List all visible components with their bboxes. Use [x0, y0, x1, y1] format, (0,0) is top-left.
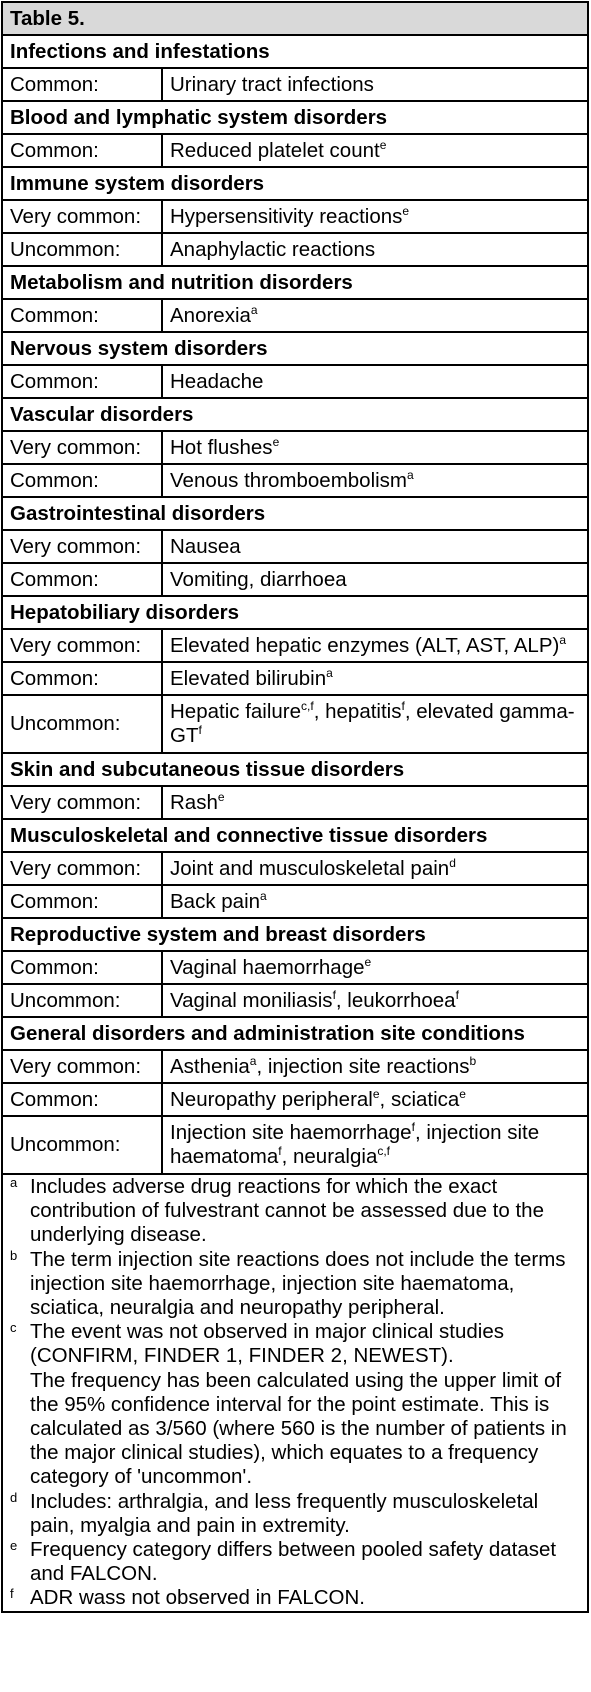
- footnote-ref: c,f: [301, 699, 314, 713]
- footnote-mark: f: [10, 1586, 14, 1602]
- footnote-text: The term injection site reactions does not include the terms injection site haemorrhage, injection site haematoma, sciatica, neuralgia and neuropathy peripheral.: [30, 1247, 566, 1320]
- table-row: [2, 1050, 588, 1083]
- reaction-cell: [162, 695, 588, 753]
- footnotes-row: [2, 1174, 588, 1612]
- table-row: [2, 134, 588, 167]
- footnote-ref: e: [459, 1086, 466, 1101]
- footnote-ref: e: [217, 789, 225, 804]
- footnote-text: ADR wass not observed in FALCON.: [30, 1586, 365, 1610]
- category-row: [2, 1017, 588, 1050]
- reaction-cell: [162, 68, 588, 101]
- category-heading: Musculoskeletal and connective tissue disorders: [2, 819, 588, 852]
- reaction-text: Hepatic failure: [170, 700, 302, 723]
- table-row: [2, 695, 588, 753]
- category-heading: Skin and subcutaneous tissue disorders: [2, 753, 588, 786]
- footnote: [10, 1586, 580, 1610]
- frequency-cell: Common:: [2, 299, 162, 332]
- table-row: [2, 951, 588, 984]
- frequency-cell: Uncommon:: [2, 984, 162, 1017]
- footnote-ref: d: [449, 855, 456, 870]
- category-row: [2, 167, 588, 200]
- footnote: [10, 1490, 580, 1538]
- frequency-cell: Very common:: [2, 431, 162, 464]
- footnote-ref: e: [379, 137, 387, 152]
- reaction-text: Hot flushes: [170, 435, 273, 459]
- reaction-cell: [162, 1083, 588, 1116]
- frequency-cell: Common:: [2, 464, 162, 497]
- adverse-reactions-table: [1, 1, 589, 1613]
- table-row: [2, 563, 588, 596]
- reaction-text: Asthenia: [170, 1054, 250, 1078]
- category-row: [2, 35, 588, 68]
- footnote: [10, 1175, 580, 1248]
- category-row: [2, 918, 588, 951]
- reaction-cell: [162, 464, 588, 497]
- reaction-cell: [162, 786, 588, 819]
- category-row: [2, 398, 588, 431]
- reaction-cell: [162, 431, 588, 464]
- footnote-ref: f: [332, 987, 336, 1002]
- footnote-ref: f: [198, 723, 202, 737]
- reaction-text: Elevated bilirubin: [170, 666, 327, 690]
- footnote-mark: a: [10, 1175, 18, 1190]
- reaction-cell: [162, 365, 588, 398]
- category-row: [2, 819, 588, 852]
- reaction-cell: [162, 233, 588, 266]
- table-row: [2, 365, 588, 398]
- reaction-cell: [162, 530, 588, 563]
- frequency-cell: Common:: [2, 134, 162, 167]
- category-row: [2, 266, 588, 299]
- footnote-ref: e: [364, 954, 372, 969]
- table-row: [2, 464, 588, 497]
- footnote-ref: c,f: [377, 1144, 391, 1158]
- reaction-text: Reduced platelet count: [170, 138, 380, 162]
- footnote-mark: c: [10, 1320, 17, 1336]
- footnote-ref: e: [402, 203, 410, 218]
- frequency-cell: Very common:: [2, 629, 162, 662]
- reaction-text: , leukorrhoea: [335, 988, 456, 1012]
- category-row: [2, 596, 588, 629]
- frequency-cell: Uncommon:: [2, 233, 162, 266]
- footnote-text: Includes adverse drug reactions for which the exact contribution of fulvestrant cannot be assessed due to the underlying disease.: [30, 1175, 544, 1247]
- footnote-ref: a: [407, 467, 414, 482]
- reaction-text: , elevated gamma-GT: [170, 700, 575, 747]
- table-row: [2, 530, 588, 563]
- reaction-text: Headache: [170, 369, 264, 393]
- reaction-cell: [162, 852, 588, 885]
- footnote-ref: a: [260, 888, 267, 903]
- frequency-cell: Common:: [2, 662, 162, 695]
- frequency-cell: Common:: [2, 68, 162, 101]
- footnote-ref: e: [372, 1086, 380, 1101]
- footnote-ref: f: [411, 1120, 415, 1134]
- frequency-cell: Uncommon:: [2, 695, 162, 753]
- reaction-text: Vomiting, diarrhoea: [170, 567, 347, 591]
- footnote-text: Frequency category differs between pooled safety dataset and FALCON.: [30, 1538, 557, 1586]
- category-heading: Infections and infestations: [2, 35, 588, 68]
- reaction-text: Vaginal moniliasis: [170, 988, 333, 1012]
- footnote-mark: b: [10, 1247, 18, 1263]
- footnote: [10, 1248, 580, 1321]
- table-row: [2, 233, 588, 266]
- frequency-cell: Very common:: [2, 200, 162, 233]
- reaction-text: Anaphylactic reactions: [170, 237, 376, 261]
- reaction-text: , hepatitis: [313, 700, 402, 723]
- category-row: [2, 101, 588, 134]
- table-row: [2, 984, 588, 1017]
- table-row: [2, 885, 588, 918]
- table-row: [2, 431, 588, 464]
- footnotes: [2, 1174, 588, 1612]
- reaction-text: Injection site haemorrhage: [170, 1121, 412, 1144]
- footnote-text: The event was not observed in major clinical studies (CONFIRM, FINDER 1, FINDER 2, NEWEST).: [30, 1320, 505, 1368]
- table-row: [2, 68, 588, 101]
- reaction-cell: [162, 1116, 588, 1174]
- reaction-text: Hypersensitivity reactions: [170, 204, 403, 228]
- reaction-text: , neuralgia: [281, 1145, 378, 1168]
- reaction-cell: [162, 563, 588, 596]
- reaction-text: Anorexia: [170, 303, 251, 327]
- reaction-text: Urinary tract infections: [170, 72, 374, 96]
- category-row: [2, 332, 588, 365]
- frequency-cell: Common:: [2, 365, 162, 398]
- category-heading: Immune system disorders: [2, 167, 588, 200]
- frequency-cell: Uncommon:: [2, 1116, 162, 1174]
- frequency-cell: Common:: [2, 563, 162, 596]
- footnote: [10, 1538, 580, 1586]
- reaction-text: Nausea: [170, 534, 241, 558]
- footnote-text: The frequency has been calculated using the upper limit of the 95% confidence interval for the point estimate. This is calculated as 3/560 (where 560 is the number of patients in the major clinical studies), which equates to a frequency category of 'uncommon'.: [30, 1368, 567, 1489]
- table-row: [2, 200, 588, 233]
- category-heading: Metabolism and nutrition disorders: [2, 266, 588, 299]
- footnote-mark: e: [10, 1538, 18, 1554]
- reaction-cell: [162, 200, 588, 233]
- reaction-text: Rash: [170, 790, 218, 814]
- reaction-text: Joint and musculoskeletal pain: [170, 856, 450, 880]
- reaction-cell: [162, 629, 588, 662]
- frequency-cell: Very common:: [2, 786, 162, 819]
- reaction-text: Elevated hepatic enzymes (ALT, AST, ALP): [170, 633, 560, 657]
- reaction-text: Venous thromboembolism: [170, 468, 408, 492]
- footnote-ref: f: [455, 987, 459, 1002]
- reaction-text: Neuropathy peripheral: [170, 1087, 373, 1111]
- footnote-text: Includes: arthralgia, and less frequently musculoskeletal pain, myalgia and pain in extremity.: [30, 1489, 539, 1537]
- frequency-cell: Very common:: [2, 1050, 162, 1083]
- category-row: [2, 753, 588, 786]
- reaction-cell: [162, 299, 588, 332]
- reaction-cell: [162, 951, 588, 984]
- table-title-row: [2, 2, 588, 35]
- table-title: Table 5.: [2, 2, 588, 35]
- reaction-text: , injection site reactions: [256, 1054, 470, 1078]
- frequency-cell: Common:: [2, 1083, 162, 1116]
- reaction-cell: [162, 984, 588, 1017]
- footnote: [10, 1320, 580, 1489]
- category-heading: Blood and lymphatic system disorders: [2, 101, 588, 134]
- category-heading: Reproductive system and breast disorders: [2, 918, 588, 951]
- footnote-ref: f: [278, 1144, 282, 1158]
- footnote-ref: e: [272, 434, 280, 449]
- table-row: [2, 852, 588, 885]
- footnote-ref: b: [469, 1053, 477, 1068]
- reaction-cell: [162, 1050, 588, 1083]
- category-heading: General disorders and administration site conditions: [2, 1017, 588, 1050]
- table-row: [2, 629, 588, 662]
- category-heading: Hepatobiliary disorders: [2, 596, 588, 629]
- table-row: [2, 1083, 588, 1116]
- frequency-cell: Very common:: [2, 530, 162, 563]
- frequency-cell: Common:: [2, 885, 162, 918]
- footnote-ref: a: [249, 1053, 257, 1068]
- table-row: [2, 299, 588, 332]
- table-row: [2, 662, 588, 695]
- reaction-cell: [162, 885, 588, 918]
- category-heading: Nervous system disorders: [2, 332, 588, 365]
- reaction-cell: [162, 134, 588, 167]
- footnote-ref: a: [559, 632, 567, 647]
- footnote-ref: a: [250, 302, 258, 317]
- footnote-ref: f: [401, 699, 405, 713]
- footnote-mark: d: [10, 1489, 18, 1505]
- reaction-text: , injection site haematoma: [170, 1121, 540, 1168]
- frequency-cell: Very common:: [2, 852, 162, 885]
- category-heading: Vascular disorders: [2, 398, 588, 431]
- reaction-cell: [162, 662, 588, 695]
- table-row: [2, 786, 588, 819]
- footnote-ref: a: [326, 665, 333, 680]
- category-heading: Gastrointestinal disorders: [2, 497, 588, 530]
- category-row: [2, 497, 588, 530]
- reaction-text: Vaginal haemorrhage: [170, 955, 365, 979]
- reaction-text: Back pain: [170, 889, 261, 913]
- reaction-text: , sciatica: [379, 1087, 460, 1111]
- table-row: [2, 1116, 588, 1174]
- frequency-cell: Common:: [2, 951, 162, 984]
